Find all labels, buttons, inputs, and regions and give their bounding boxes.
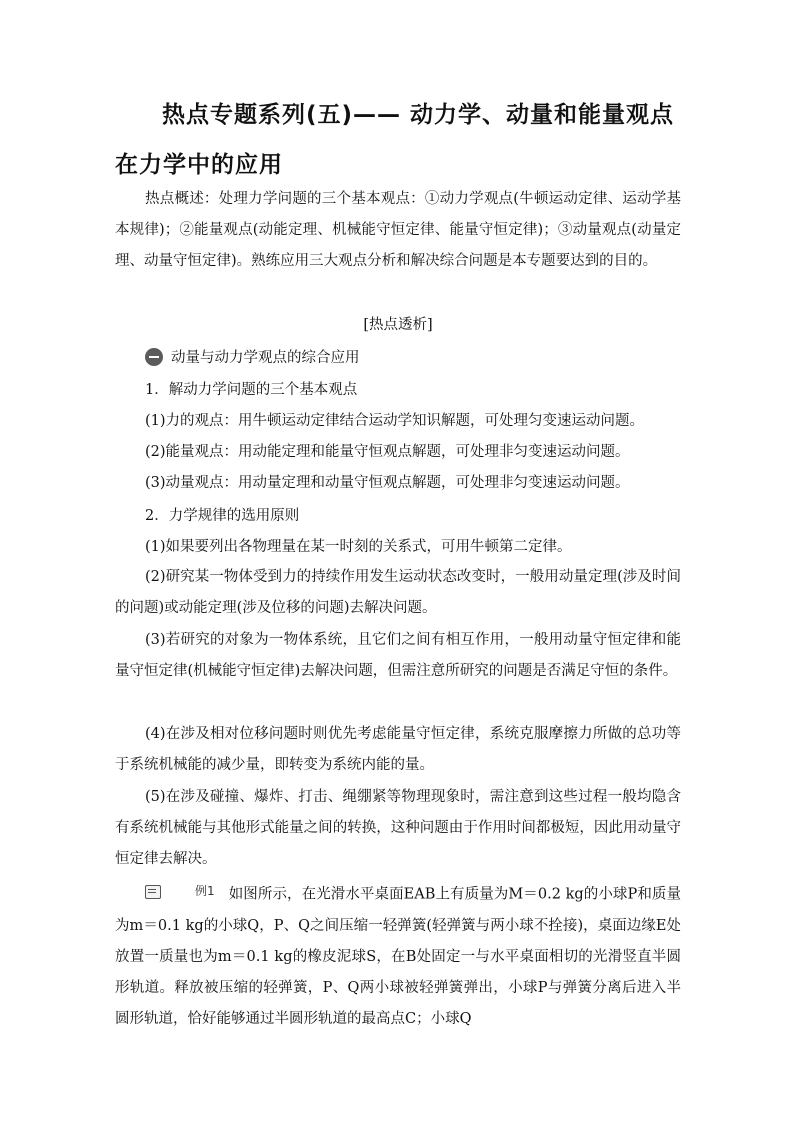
section-heading-text: 动量与动力学观点的综合应用	[171, 350, 360, 366]
list-item-principle-2: (2)研究某一物体受到力的持续作用发生运动状态改变时，一般用动量定理(涉及时间的问题)或动能定理(涉及位移的问题)去解决问题。	[115, 569, 681, 616]
list-item-principle-4: (4)在涉及相对位移问题时则优先考虑能量守恒定律，系统克服摩擦力所做的总功等于系统机械能的减少量，即转变为系统内能的量。	[115, 726, 681, 773]
page-title-line-2: 在力学中的应用	[115, 152, 283, 178]
list-item-view-1: (1)力的观点：用牛顿运动定律结合运动学知识解题，可处理匀变速运动问题。	[145, 413, 645, 429]
example-paragraph	[115, 876, 681, 1035]
overview-paragraph: 热点概述：处理力学问题的三个基本观点：①动力学观点(牛顿运动定律、运动学基本规律)；②能量观点(动能定理、机械能守恒定律、能量守恒定律)；③动量观点(动量定理、动量守恒定律)。熟练应用三大观点分析和解决综合问题是本专题要达到的目的。	[115, 191, 681, 269]
section-label: [热点透析]	[363, 317, 433, 333]
list-item-principle-5: (5)在涉及碰撞、爆炸、打击、绳绷紧等物理现象时，需注意到这些过程一般均隐含有系统机械能与其他形式能量之间的转换，这种问题由于作用时间都极短，因此用动量守恒定律去解决。	[115, 789, 681, 867]
list-item-view-2: (2)能量观点：用动能定理和能量守恒观点解题，可处理非匀变速运动问题。	[145, 444, 630, 460]
subsection-title-2: 2．力学规律的选用原则	[145, 508, 300, 524]
example-text: 如图所示，在光滑水平桌面EAB上有质量为M＝0.2 kg的小球P和质量为m＝0.1 kg的小球Q，P、Q之间压缩一轻弹簧(轻弹簧与两小球不拴接)，桌面边缘E处放置一质量也为m＝0.1 kg的橡皮泥球S，在B处固定一与水平桌面相切的光滑竖直半圆形轨道。释放被压缩的轻弹簧，P、Q两小球被轻弹簧弹出，小球P与弹簧分离后进入半圆形轨道，恰好能够通过半圆形轨道的最高点C；小球Q	[115, 886, 681, 1027]
list-item-principle-1: (1)如果要列出各物理量在某一时刻的关系式，可用牛顿第二定律。	[145, 539, 572, 555]
list-item-view-3: (3)动量观点：用动量定理和动量守恒观点解题，可处理非匀变速运动问题。	[145, 475, 630, 491]
section-number-one-icon	[145, 348, 163, 366]
example-tag-label: 例1	[195, 884, 215, 898]
section-heading	[145, 346, 360, 367]
subsection-title-1: 1．解动力学问题的三个基本观点	[145, 382, 358, 398]
list-item-principle-3: (3)若研究的对象为一物体系统，且它们之间有相互作用，一般用动量守恒定律和能量守恒定律(机械能守恒定律)去解决问题，但需注意所研究的问题是否满足守恒的条件。	[115, 632, 681, 679]
example-icon	[145, 885, 161, 899]
example-tag	[145, 876, 215, 907]
page-title-line-1: 热点专题系列(五)—— 动力学、动量和能量观点	[162, 102, 675, 128]
